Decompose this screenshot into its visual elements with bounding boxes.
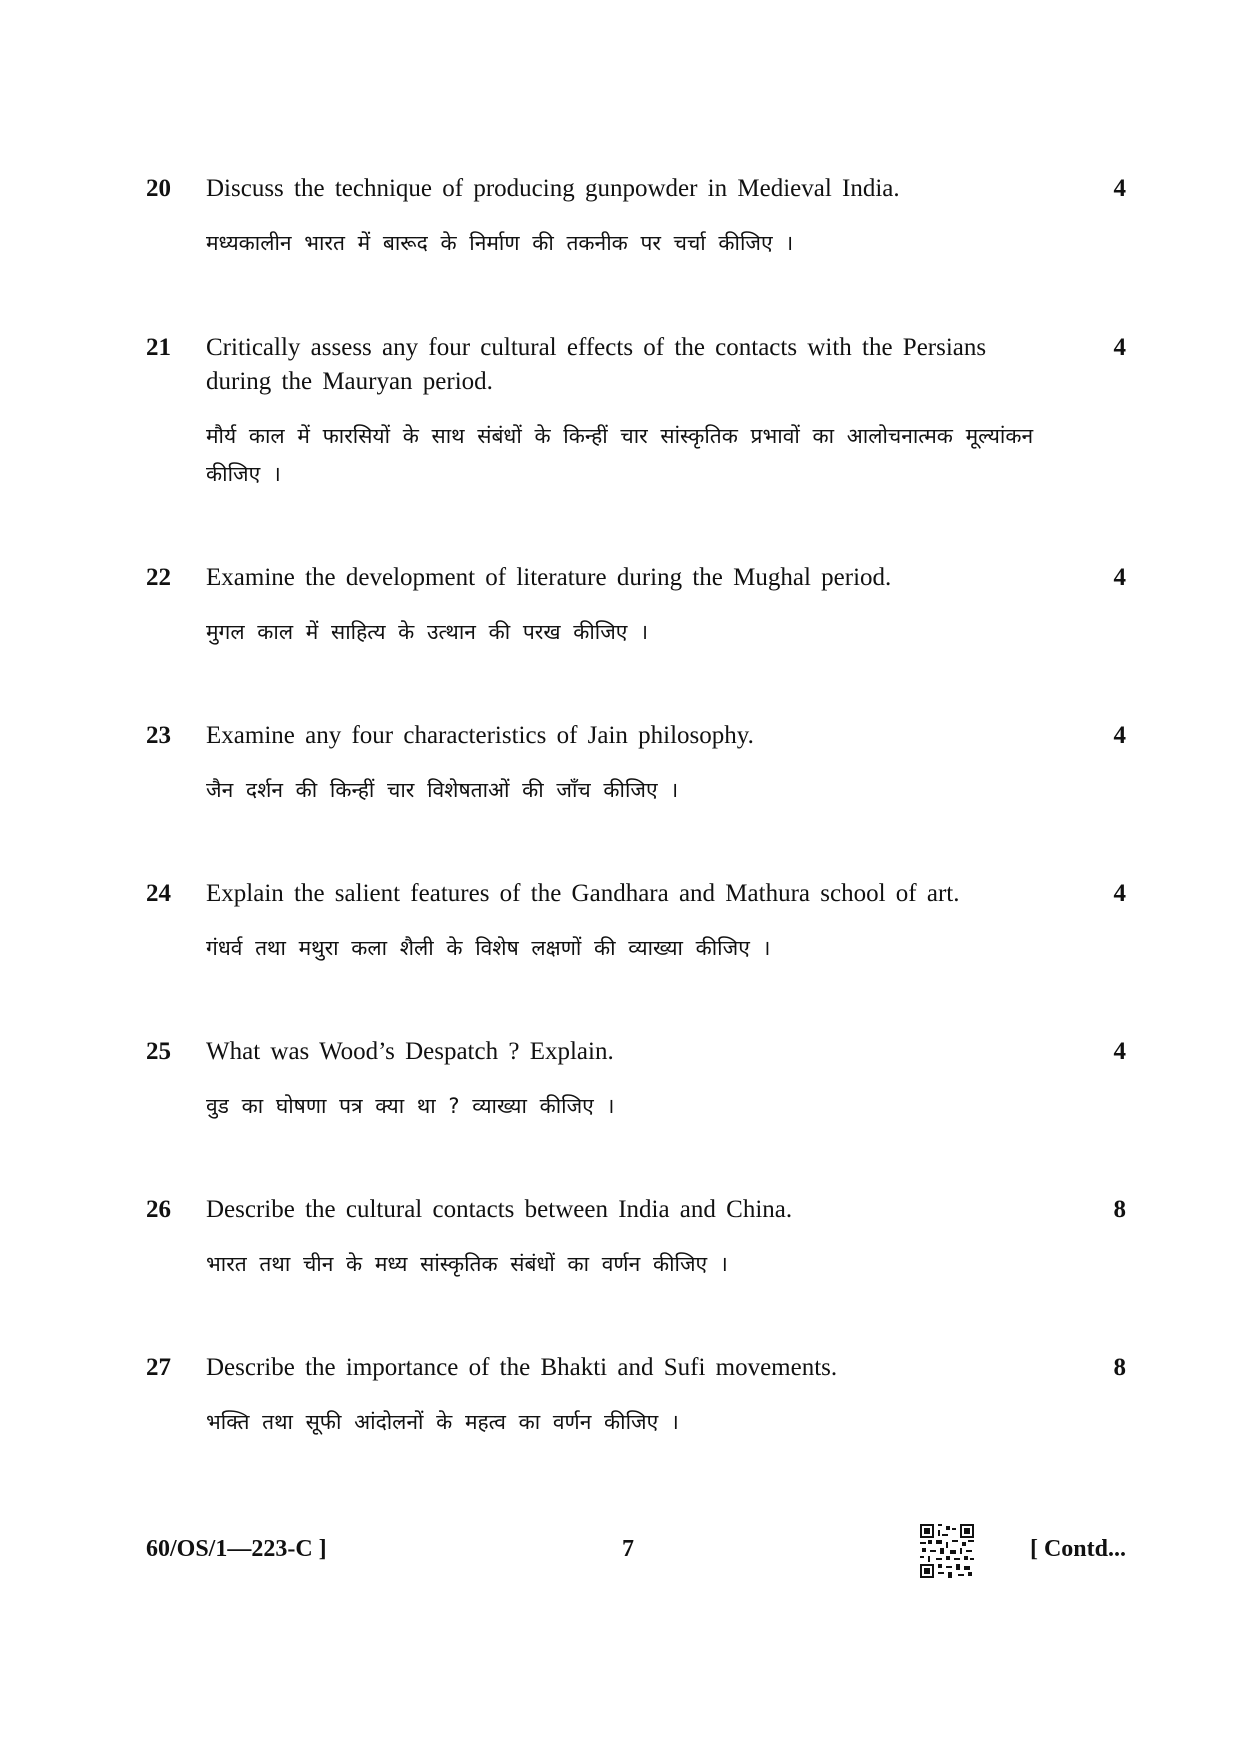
question-marks: 4 (1113, 1038, 1126, 1065)
question-marks: 4 (1113, 564, 1126, 591)
question-marks: 8 (1113, 1196, 1126, 1223)
question-21 (146, 331, 1126, 501)
question-number: 21 (146, 334, 171, 361)
question-text-hindi: गंधर्व तथा मथुरा कला शैली के विशेष लक्षणों की व्याख्या कीजिए । (206, 936, 771, 960)
question-23 (146, 719, 1126, 809)
question-20 (146, 172, 1126, 262)
question-24 (146, 877, 1126, 967)
question-text-hindi: मुगल काल में साहित्य के उत्थान की परख कीजिए । (206, 620, 649, 644)
page-footer (146, 1524, 1126, 1576)
question-text-hindi: मध्यकालीन भारत में बारूद के निर्माण की तकनीक पर चर्चा कीजिए । (206, 231, 794, 255)
question-number: 22 (146, 564, 171, 591)
question-marks: 4 (1113, 175, 1126, 202)
paper-code: 60/OS/1—223-C ] (146, 1536, 327, 1562)
question-marks: 8 (1113, 1354, 1126, 1381)
question-text-english: Describe the cultural contacts between India and China. (206, 1196, 793, 1223)
continued-label: [ Contd... (1029, 1536, 1126, 1562)
question-text-hindi: भारत तथा चीन के मध्य सांस्कृतिक संबंधों का वर्णन कीजिए । (206, 1252, 728, 1276)
question-text-english: Critically assess any four cultural effects of the contacts with the Persians during the Mauryan period. (206, 334, 987, 395)
question-text-english: Describe the importance of the Bhakti and Sufi movements. (206, 1354, 838, 1381)
qr-code-icon (920, 1524, 974, 1578)
question-number: 23 (146, 722, 171, 749)
question-text-hindi: जैन दर्शन की किन्हीं चार विशेषताओं की जाँच कीजिए । (206, 778, 679, 802)
question-marks: 4 (1113, 334, 1126, 361)
question-marks: 4 (1113, 880, 1126, 907)
question-marks: 4 (1113, 722, 1126, 749)
page-number: 7 (622, 1536, 634, 1562)
question-text-english: Examine any four characteristics of Jain philosophy. (206, 722, 754, 749)
question-text-hindi: मौर्य काल में फारसियों के साथ संबंधों के किन्हीं चार सांस्कृतिक प्रभावों का आलोचनात्मक मूल्यांकन कीजिए । (206, 424, 1034, 486)
question-number: 27 (146, 1354, 171, 1381)
question-22 (146, 561, 1126, 651)
question-text-english: Discuss the technique of producing gunpowder in Medieval India. (206, 175, 900, 202)
question-27 (146, 1351, 1126, 1441)
question-number: 20 (146, 175, 171, 202)
question-text-english: Examine the development of literature during the Mughal period. (206, 564, 892, 591)
question-number: 26 (146, 1196, 171, 1223)
question-text-hindi: वुड का घोषणा पत्र क्या था ? व्याख्या कीजिए । (206, 1094, 615, 1118)
question-text-english: What was Wood’s Despatch ? Explain. (206, 1038, 614, 1065)
question-text-english: Explain the salient features of the Gandhara and Mathura school of art. (206, 880, 960, 907)
question-26 (146, 1193, 1126, 1283)
question-number: 25 (146, 1038, 171, 1065)
question-number: 24 (146, 880, 171, 907)
question-text-hindi: भक्ति तथा सूफी आंदोलनों के महत्व का वर्णन कीजिए । (206, 1410, 679, 1434)
question-25 (146, 1035, 1126, 1125)
